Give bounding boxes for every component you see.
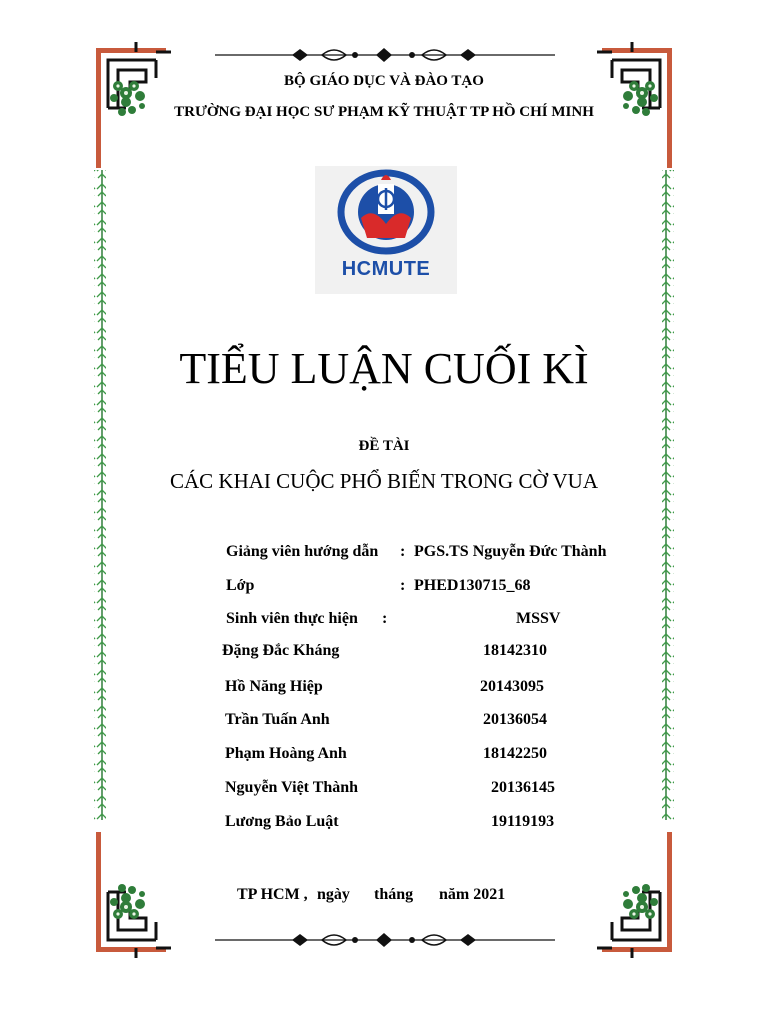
student-id: 20136145 — [491, 779, 555, 796]
advisor-label: Giảng viên hướng dẫn — [226, 543, 379, 560]
student-name: Nguyễn Việt Thành — [225, 779, 359, 796]
footer-month: tháng — [374, 886, 414, 903]
topic-label: ĐỀ TÀI — [358, 438, 410, 454]
footer-city: TP HCM , — [237, 886, 308, 903]
topic-name: CÁC KHAI CUỘC PHỔ BIẾN TRONG CỜ VUA — [169, 469, 598, 493]
document-title: TIỂU LUẬN CUỐI KÌ — [179, 344, 589, 393]
student-name: Phạm Hoàng Anh — [225, 745, 347, 762]
student-id: 20143095 — [480, 678, 544, 695]
ministry-name: BỘ GIÁO DỤC VÀ ĐÀO TẠO — [284, 73, 484, 89]
footer-year: năm 2021 — [439, 886, 506, 903]
class-colon: : — [400, 577, 406, 594]
footer-day: ngày — [317, 886, 350, 903]
student-id: 18142310 — [483, 642, 547, 659]
advisor-colon: : — [400, 543, 406, 560]
students-colon: : — [382, 610, 388, 627]
logo-text: HCMUTE — [341, 258, 431, 280]
advisor-value: PGS.TS Nguyễn Đức Thành — [414, 543, 607, 560]
student-id: 18142250 — [483, 745, 547, 762]
student-id: 20136054 — [483, 711, 547, 728]
student-name: Hồ Năng Hiệp — [225, 678, 323, 695]
student-id: 19119193 — [491, 813, 555, 830]
university-logo — [315, 166, 457, 294]
mssv-header: MSSV — [516, 610, 561, 627]
student-name: Lương Bảo Luật — [225, 813, 339, 830]
student-name: Trần Tuấn Anh — [225, 711, 330, 728]
student-name: Đặng Đắc Kháng — [222, 642, 340, 659]
students-label: Sinh viên thực hiện — [226, 610, 358, 627]
class-label: Lớp — [226, 577, 255, 594]
class-value: PHED130715_68 — [414, 577, 531, 594]
university-name: TRƯỜNG ĐẠI HỌC SƯ PHẠM KỸ THUẬT TP HỒ CHÍ MINH — [174, 104, 594, 120]
